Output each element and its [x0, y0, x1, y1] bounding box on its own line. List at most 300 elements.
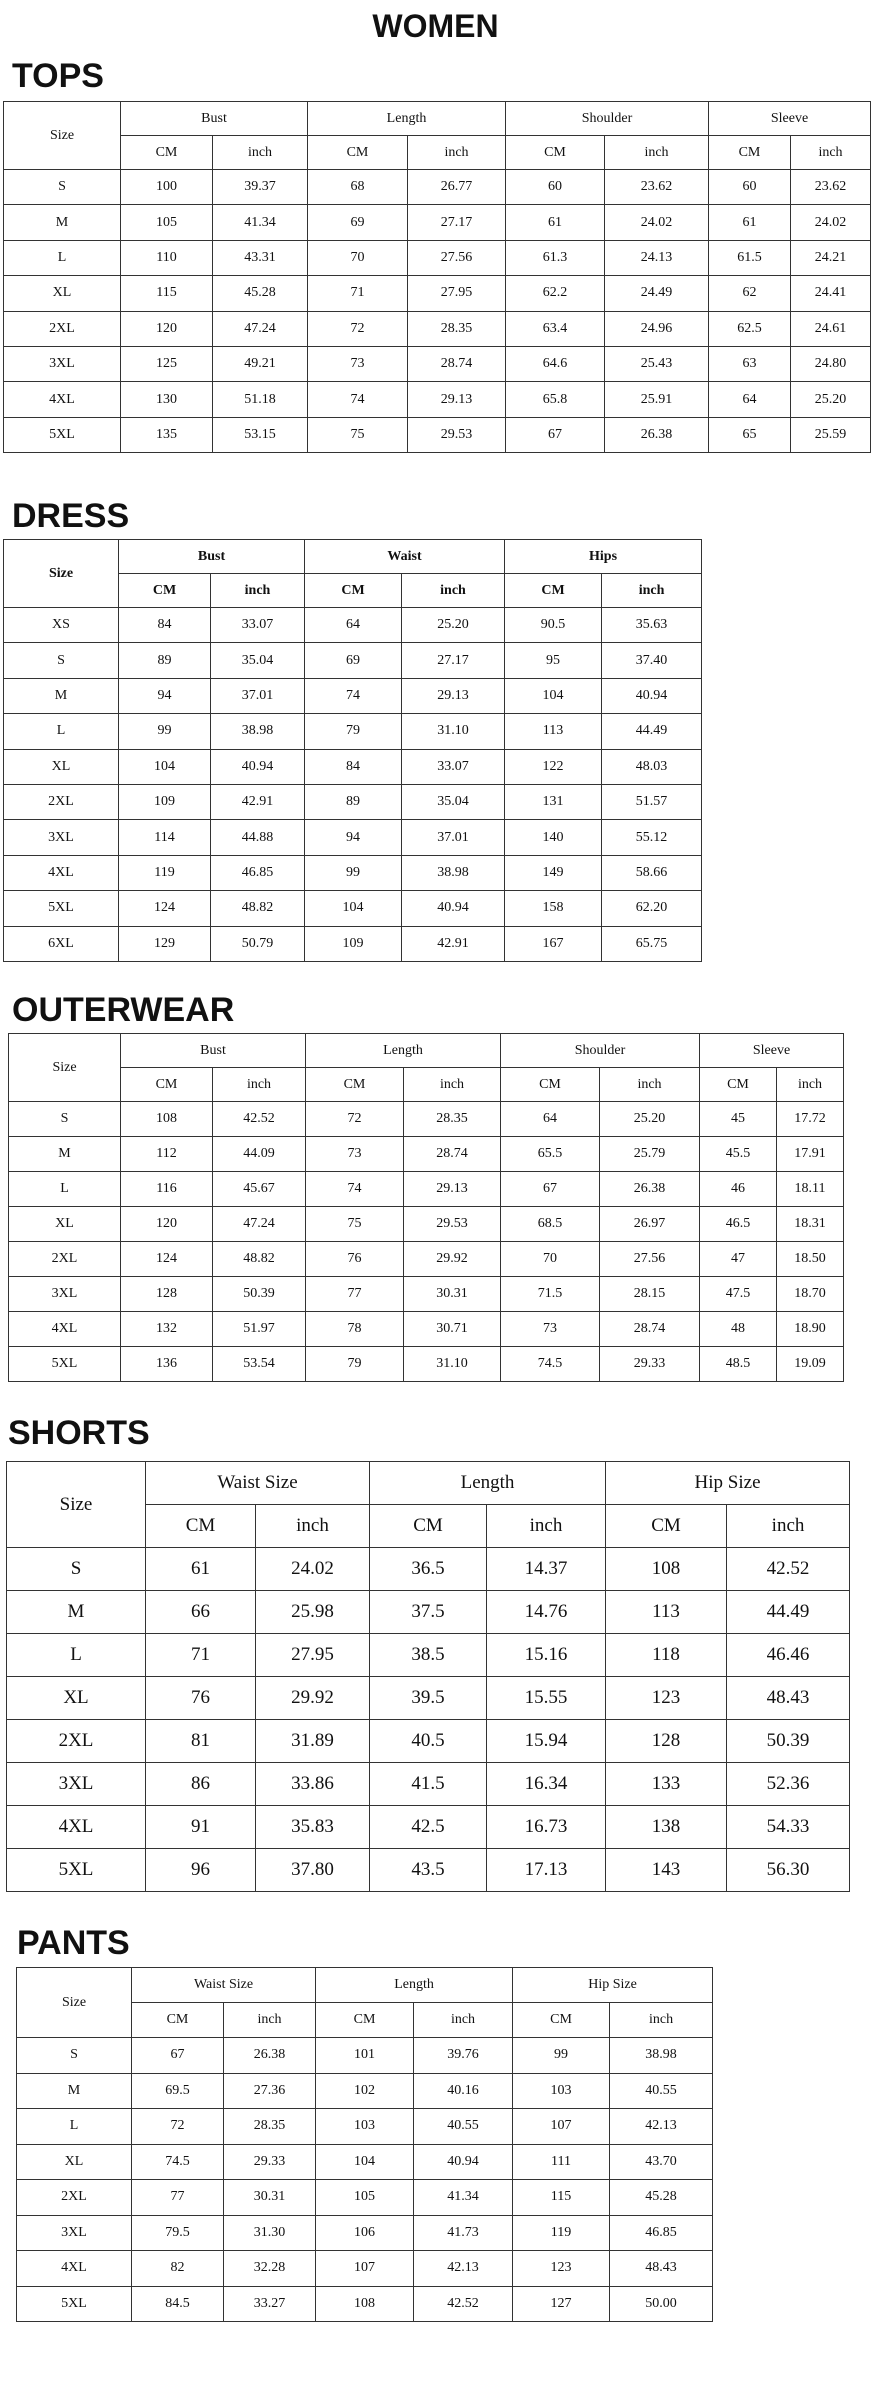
unit-header: inch	[777, 1068, 844, 1102]
unit-header: inch	[791, 136, 871, 170]
size-cell: 3XL	[4, 820, 119, 855]
measurement-cell: 40.94	[211, 749, 305, 784]
measurement-cell: 64	[501, 1102, 600, 1137]
measurement-cell: 46.5	[700, 1207, 777, 1242]
measurement-cell: 29.92	[404, 1242, 501, 1277]
measurement-cell: 124	[121, 1242, 213, 1277]
unit-header: inch	[414, 2003, 513, 2038]
unit-header: CM	[606, 1505, 727, 1548]
measurement-cell: 113	[505, 714, 602, 749]
unit-header: inch	[605, 136, 709, 170]
table-row	[4, 205, 871, 240]
measurement-cell: 107	[316, 2251, 414, 2287]
measurement-cell: 48.82	[211, 891, 305, 926]
size-cell: 3XL	[7, 1763, 146, 1806]
measurement-cell: 99	[513, 2038, 610, 2074]
size-cell: 4XL	[4, 855, 119, 890]
measurement-cell: 51.18	[213, 382, 308, 417]
measurement-cell: 125	[121, 346, 213, 381]
measurement-cell: 107	[513, 2109, 610, 2145]
measurement-cell: 45	[700, 1102, 777, 1137]
measurement-cell: 112	[121, 1137, 213, 1172]
measurement-cell: 25.98	[256, 1591, 370, 1634]
measurement-cell: 72	[306, 1102, 404, 1137]
measurement-cell: 109	[119, 784, 211, 819]
size-cell: 2XL	[7, 1720, 146, 1763]
unit-header: CM	[121, 1068, 213, 1102]
size-column-header: Size	[4, 540, 119, 608]
measurement-cell: 99	[119, 714, 211, 749]
unit-header: CM	[146, 1505, 256, 1548]
measurement-group-header: Waist Size	[146, 1462, 370, 1505]
unit-header: inch	[404, 1068, 501, 1102]
measurement-cell: 86	[146, 1763, 256, 1806]
measurement-cell: 40.55	[610, 2073, 713, 2109]
measurement-cell: 41.34	[213, 205, 308, 240]
measurement-cell: 65.75	[602, 926, 702, 961]
measurement-cell: 26.77	[408, 170, 506, 205]
unit-header: CM	[119, 574, 211, 608]
table-row	[4, 608, 702, 643]
measurement-cell: 44.88	[211, 820, 305, 855]
measurement-cell: 122	[505, 749, 602, 784]
measurement-cell: 41.34	[414, 2180, 513, 2216]
measurement-cell: 24.02	[791, 205, 871, 240]
size-cell: 3XL	[9, 1277, 121, 1312]
measurement-cell: 38.98	[610, 2038, 713, 2074]
table-row	[9, 1102, 844, 1137]
size-cell: 5XL	[4, 891, 119, 926]
measurement-cell: 84	[305, 749, 402, 784]
measurement-cell: 24.41	[791, 276, 871, 311]
measurement-cell: 29.33	[224, 2144, 316, 2180]
measurement-cell: 94	[119, 678, 211, 713]
measurement-cell: 116	[121, 1172, 213, 1207]
measurement-cell: 102	[316, 2073, 414, 2109]
measurement-cell: 18.70	[777, 1277, 844, 1312]
unit-header: CM	[506, 136, 605, 170]
measurement-cell: 71	[146, 1634, 256, 1677]
unit-header: inch	[727, 1505, 850, 1548]
measurement-cell: 26.38	[224, 2038, 316, 2074]
measurement-cell: 74.5	[132, 2144, 224, 2180]
table-row	[9, 1172, 844, 1207]
size-cell: 4XL	[17, 2251, 132, 2287]
unit-header: inch	[224, 2003, 316, 2038]
measurement-cell: 35.63	[602, 608, 702, 643]
measurement-cell: 19.09	[777, 1347, 844, 1382]
measurement-cell: 73	[306, 1137, 404, 1172]
measurement-cell: 108	[316, 2286, 414, 2322]
table-row	[17, 2251, 713, 2287]
measurement-cell: 149	[505, 855, 602, 890]
unit-header: inch	[610, 2003, 713, 2038]
measurement-cell: 76	[146, 1677, 256, 1720]
measurement-cell: 105	[121, 205, 213, 240]
measurement-cell: 69.5	[132, 2073, 224, 2109]
measurement-cell: 26.38	[600, 1172, 700, 1207]
unit-header: inch	[408, 136, 506, 170]
size-cell: L	[4, 714, 119, 749]
measurement-cell: 95	[505, 643, 602, 678]
measurement-cell: 33.07	[211, 608, 305, 643]
measurement-cell: 114	[119, 820, 211, 855]
measurement-cell: 16.73	[487, 1806, 606, 1849]
size-cell: 3XL	[4, 346, 121, 381]
measurement-cell: 41.5	[370, 1763, 487, 1806]
measurement-cell: 91	[146, 1806, 256, 1849]
measurement-cell: 123	[513, 2251, 610, 2287]
size-cell: S	[17, 2038, 132, 2074]
measurement-cell: 47.24	[213, 311, 308, 346]
measurement-cell: 18.31	[777, 1207, 844, 1242]
measurement-cell: 36.5	[370, 1548, 487, 1591]
measurement-cell: 33.07	[402, 749, 505, 784]
size-cell: L	[9, 1172, 121, 1207]
measurement-cell: 54.33	[727, 1806, 850, 1849]
measurement-cell: 33.27	[224, 2286, 316, 2322]
measurement-cell: 29.53	[408, 417, 506, 452]
table-row	[7, 1849, 850, 1892]
measurement-cell: 43.31	[213, 240, 308, 275]
measurement-cell: 27.56	[600, 1242, 700, 1277]
measurement-cell: 133	[606, 1763, 727, 1806]
dress-size-table	[3, 539, 702, 962]
measurement-cell: 73	[308, 346, 408, 381]
measurement-cell: 62.2	[506, 276, 605, 311]
table-row	[7, 1720, 850, 1763]
measurement-cell: 23.62	[605, 170, 709, 205]
measurement-cell: 17.91	[777, 1137, 844, 1172]
measurement-cell: 63	[709, 346, 791, 381]
measurement-cell: 52.36	[727, 1763, 850, 1806]
measurement-cell: 143	[606, 1849, 727, 1892]
measurement-cell: 30.31	[224, 2180, 316, 2216]
measurement-cell: 77	[306, 1277, 404, 1312]
size-cell: XL	[9, 1207, 121, 1242]
measurement-cell: 89	[305, 784, 402, 819]
unit-header: inch	[402, 574, 505, 608]
measurement-group-header: Length	[308, 102, 506, 136]
measurement-cell: 78	[306, 1312, 404, 1347]
measurement-cell: 29.13	[408, 382, 506, 417]
unit-header: CM	[308, 136, 408, 170]
measurement-cell: 64	[305, 608, 402, 643]
measurement-cell: 53.54	[213, 1347, 306, 1382]
measurement-cell: 109	[305, 926, 402, 961]
measurement-cell: 123	[606, 1677, 727, 1720]
measurement-cell: 79	[306, 1347, 404, 1382]
measurement-cell: 38.98	[211, 714, 305, 749]
table-row	[7, 1634, 850, 1677]
measurement-cell: 127	[513, 2286, 610, 2322]
size-cell: M	[9, 1137, 121, 1172]
table-row	[4, 678, 702, 713]
measurement-cell: 66	[146, 1591, 256, 1634]
unit-header: inch	[600, 1068, 700, 1102]
measurement-cell: 62.5	[709, 311, 791, 346]
tops-size-table	[3, 101, 871, 453]
section-title-dress: DRESS	[12, 497, 130, 535]
section-title-shorts: SHORTS	[8, 1414, 150, 1452]
measurement-cell: 38.98	[402, 855, 505, 890]
measurement-group-header: Bust	[119, 540, 305, 574]
measurement-cell: 69	[308, 205, 408, 240]
measurement-cell: 25.79	[600, 1137, 700, 1172]
measurement-cell: 33.86	[256, 1763, 370, 1806]
measurement-cell: 27.36	[224, 2073, 316, 2109]
measurement-cell: 81	[146, 1720, 256, 1763]
measurement-cell: 43.5	[370, 1849, 487, 1892]
measurement-group-header: Hips	[505, 540, 702, 574]
table-row	[7, 1763, 850, 1806]
size-cell: M	[7, 1591, 146, 1634]
measurement-cell: 73	[501, 1312, 600, 1347]
measurement-cell: 128	[606, 1720, 727, 1763]
measurement-cell: 68.5	[501, 1207, 600, 1242]
measurement-cell: 42.91	[211, 784, 305, 819]
unit-header: CM	[700, 1068, 777, 1102]
measurement-cell: 60	[506, 170, 605, 205]
measurement-cell: 75	[308, 417, 408, 452]
size-column-header: Size	[17, 1968, 132, 2038]
measurement-cell: 47	[700, 1242, 777, 1277]
unit-header: inch	[211, 574, 305, 608]
size-cell: 2XL	[17, 2180, 132, 2216]
measurement-cell: 24.80	[791, 346, 871, 381]
measurement-cell: 28.74	[404, 1137, 501, 1172]
measurement-cell: 104	[505, 678, 602, 713]
measurement-group-header: Waist Size	[132, 1968, 316, 2003]
measurement-cell: 94	[305, 820, 402, 855]
measurement-cell: 65.5	[501, 1137, 600, 1172]
table-row	[4, 820, 702, 855]
measurement-cell: 96	[146, 1849, 256, 1892]
measurement-cell: 24.02	[605, 205, 709, 240]
measurement-cell: 26.38	[605, 417, 709, 452]
size-cell: S	[7, 1548, 146, 1591]
measurement-cell: 46	[700, 1172, 777, 1207]
unit-header: CM	[121, 136, 213, 170]
table-row	[4, 382, 871, 417]
measurement-cell: 15.94	[487, 1720, 606, 1763]
size-cell: XS	[4, 608, 119, 643]
measurement-cell: 46.85	[610, 2215, 713, 2251]
measurement-cell: 44.49	[602, 714, 702, 749]
measurement-cell: 27.17	[408, 205, 506, 240]
measurement-cell: 62.20	[602, 891, 702, 926]
table-row	[4, 926, 702, 961]
measurement-cell: 129	[119, 926, 211, 961]
size-cell: L	[4, 240, 121, 275]
size-cell: 4XL	[4, 382, 121, 417]
size-cell: M	[17, 2073, 132, 2109]
size-cell: 2XL	[9, 1242, 121, 1277]
measurement-group-header: Hip Size	[606, 1462, 850, 1505]
measurement-cell: 135	[121, 417, 213, 452]
measurement-cell: 104	[305, 891, 402, 926]
measurement-cell: 24.13	[605, 240, 709, 275]
measurement-cell: 30.71	[404, 1312, 501, 1347]
table-row	[9, 1242, 844, 1277]
measurement-cell: 45.28	[213, 276, 308, 311]
measurement-group-header: Length	[306, 1034, 501, 1068]
pants-size-table	[16, 1967, 713, 2322]
measurement-cell: 44.09	[213, 1137, 306, 1172]
shorts-size-table	[6, 1461, 850, 1892]
measurement-cell: 79.5	[132, 2215, 224, 2251]
measurement-cell: 74	[305, 678, 402, 713]
size-cell: S	[4, 643, 119, 678]
measurement-cell: 61	[709, 205, 791, 240]
table-row	[7, 1548, 850, 1591]
measurement-group-header: Waist	[305, 540, 505, 574]
measurement-cell: 71	[308, 276, 408, 311]
measurement-cell: 41.73	[414, 2215, 513, 2251]
measurement-cell: 63.4	[506, 311, 605, 346]
table-row	[4, 891, 702, 926]
measurement-cell: 23.62	[791, 170, 871, 205]
measurement-cell: 38.5	[370, 1634, 487, 1677]
measurement-cell: 17.13	[487, 1849, 606, 1892]
measurement-cell: 67	[501, 1172, 600, 1207]
table-row	[9, 1347, 844, 1382]
measurement-cell: 39.76	[414, 2038, 513, 2074]
measurement-cell: 74	[306, 1172, 404, 1207]
measurement-cell: 64	[709, 382, 791, 417]
table-row	[4, 714, 702, 749]
measurement-cell: 61.3	[506, 240, 605, 275]
measurement-cell: 105	[316, 2180, 414, 2216]
unit-header: inch	[602, 574, 702, 608]
measurement-cell: 28.35	[408, 311, 506, 346]
measurement-cell: 39.37	[213, 170, 308, 205]
measurement-cell: 84	[119, 608, 211, 643]
measurement-cell: 37.01	[402, 820, 505, 855]
table-row	[7, 1806, 850, 1849]
measurement-cell: 24.96	[605, 311, 709, 346]
size-cell: 3XL	[17, 2215, 132, 2251]
measurement-group-header: Sleeve	[709, 102, 871, 136]
unit-header: CM	[513, 2003, 610, 2038]
measurement-cell: 124	[119, 891, 211, 926]
size-cell: XL	[17, 2144, 132, 2180]
table-row	[4, 276, 871, 311]
measurement-cell: 28.74	[600, 1312, 700, 1347]
measurement-cell: 43.70	[610, 2144, 713, 2180]
table-row	[17, 2038, 713, 2074]
size-cell: 4XL	[7, 1806, 146, 1849]
section-title-outerwear: OUTERWEAR	[12, 991, 235, 1029]
measurement-cell: 103	[513, 2073, 610, 2109]
measurement-cell: 131	[505, 784, 602, 819]
measurement-cell: 46.46	[727, 1634, 850, 1677]
measurement-cell: 120	[121, 1207, 213, 1242]
measurement-cell: 37.01	[211, 678, 305, 713]
measurement-cell: 24.21	[791, 240, 871, 275]
measurement-cell: 62	[709, 276, 791, 311]
measurement-cell: 40.94	[602, 678, 702, 713]
size-cell: XL	[4, 749, 119, 784]
table-row	[17, 2073, 713, 2109]
measurement-cell: 75	[306, 1207, 404, 1242]
size-column-header: Size	[4, 102, 121, 170]
measurement-cell: 74	[308, 382, 408, 417]
measurement-cell: 99	[305, 855, 402, 890]
measurement-cell: 35.83	[256, 1806, 370, 1849]
measurement-cell: 25.59	[791, 417, 871, 452]
unit-header: inch	[213, 136, 308, 170]
measurement-cell: 30.31	[404, 1277, 501, 1312]
measurement-cell: 15.55	[487, 1677, 606, 1720]
measurement-cell: 29.13	[402, 678, 505, 713]
measurement-cell: 45.28	[610, 2180, 713, 2216]
measurement-cell: 26.97	[600, 1207, 700, 1242]
measurement-cell: 56.30	[727, 1849, 850, 1892]
measurement-cell: 48.82	[213, 1242, 306, 1277]
unit-header: CM	[306, 1068, 404, 1102]
measurement-cell: 46.85	[211, 855, 305, 890]
measurement-cell: 18.90	[777, 1312, 844, 1347]
measurement-cell: 61	[146, 1548, 256, 1591]
measurement-cell: 106	[316, 2215, 414, 2251]
table-row	[17, 2109, 713, 2145]
measurement-cell: 27.17	[402, 643, 505, 678]
size-cell: 5XL	[4, 417, 121, 452]
measurement-cell: 45.5	[700, 1137, 777, 1172]
table-row	[7, 1591, 850, 1634]
measurement-cell: 140	[505, 820, 602, 855]
measurement-cell: 39.5	[370, 1677, 487, 1720]
measurement-cell: 28.35	[404, 1102, 501, 1137]
table-row	[17, 2144, 713, 2180]
measurement-cell: 55.12	[602, 820, 702, 855]
measurement-cell: 35.04	[402, 784, 505, 819]
table-row	[4, 417, 871, 452]
measurement-cell: 108	[121, 1102, 213, 1137]
measurement-cell: 40.94	[402, 891, 505, 926]
measurement-cell: 18.50	[777, 1242, 844, 1277]
size-cell: S	[9, 1102, 121, 1137]
measurement-cell: 58.66	[602, 855, 702, 890]
measurement-cell: 37.40	[602, 643, 702, 678]
measurement-cell: 89	[119, 643, 211, 678]
measurement-cell: 108	[606, 1548, 727, 1591]
measurement-cell: 15.16	[487, 1634, 606, 1677]
measurement-cell: 49.21	[213, 346, 308, 381]
measurement-cell: 138	[606, 1806, 727, 1849]
measurement-cell: 167	[505, 926, 602, 961]
unit-header: CM	[370, 1505, 487, 1548]
table-row	[4, 240, 871, 275]
measurement-cell: 14.76	[487, 1591, 606, 1634]
measurement-cell: 50.00	[610, 2286, 713, 2322]
table-row	[4, 643, 702, 678]
unit-header: inch	[213, 1068, 306, 1102]
unit-header: CM	[501, 1068, 600, 1102]
size-cell: L	[17, 2109, 132, 2145]
measurement-group-header: Bust	[121, 102, 308, 136]
size-cell: XL	[7, 1677, 146, 1720]
measurement-cell: 50.79	[211, 926, 305, 961]
table-row	[4, 346, 871, 381]
measurement-cell: 69	[305, 643, 402, 678]
measurement-cell: 42.52	[213, 1102, 306, 1137]
table-row	[17, 2286, 713, 2322]
section-title-pants: PANTS	[17, 1924, 130, 1962]
measurement-cell: 31.30	[224, 2215, 316, 2251]
measurement-cell: 40.55	[414, 2109, 513, 2145]
